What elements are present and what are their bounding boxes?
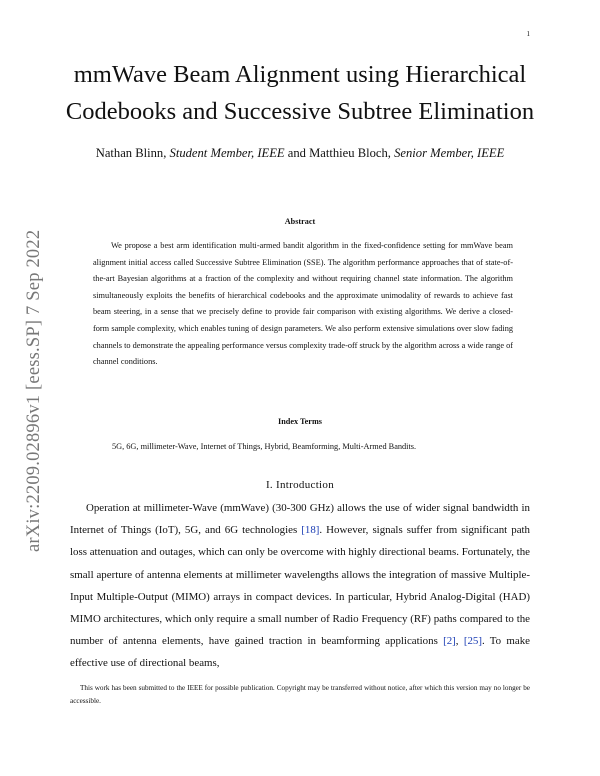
citation-separator: , — [455, 635, 464, 648]
intro-text-segment: Operation at millimeter-Wave (mmWave) (30-300 GHz) allows the use of wider signal bandwidth in Internet of Things (IoT), 5G, and 6G technologies — [70, 502, 530, 537]
abstract-text: We propose a best arm identification multi-armed bandit algorithm in the fixed-confidence setting for mmWave beam alignment initial access called Successive Subtree Elimination (SSE). The algorithm performance approaches that of state-of-the-art Bayesian algorithms at a fraction of the complexity and without requiring channel state information. The algorithm simultaneously exploits the benefits of hierarchical codebooks and the approximate unimodality of rewards to achieve fast beam steering, in a sense that we precisely define to provide fair comparison with existing algorithms. We derive a closed-form sample complexity, which enables tuning of design parameters. We also perform extensive simulations over slow fading channels to demonstrate the appealing performance versus complexity trade-off struck by the algorithm across a wide range of channel conditions. — [93, 241, 513, 367]
paper-title: mmWave Beam Alignment using Hierarchical Codebooks and Successive Subtree Elimination — [65, 61, 535, 125]
author-2-name: Matthieu Bloch, — [309, 146, 391, 160]
author-conjunction: and — [287, 146, 306, 160]
index-terms-heading: Index Terms — [278, 417, 322, 426]
citation-link[interactable]: [25] — [463, 635, 482, 648]
index-terms-text: 5G, 6G, millimeter-Wave, Internet of Things, Hybrid, Beamforming, Multi-Armed Bandits. — [112, 442, 417, 451]
introduction-paragraph — [70, 497, 530, 675]
citation-link[interactable]: [2] — [443, 635, 456, 648]
section-heading-introduction: I. Introduction — [265, 479, 335, 491]
intro-text-segment: . However, signals suffer from significant path loss attenuation and outages, which can only be overcome with highly directional beams. Fortunately, the small aperture of antenna elements at millimeter wavelengths allows the integration of massive Multiple-Input Multiple-Output (MIMO) arrays in compact devices. In particular, Hybrid Analog-Digital (HAD) MIMO architectures, which only require a small number of Radio Frequency (RF) paths compared to the number of antenna elements, have gained traction in beamforming applications — [70, 524, 530, 648]
page-number: 1 — [526, 30, 530, 38]
arxiv-identifier: arXiv:2209.02896v1 [eess.SP] 7 Sep 2022 — [24, 229, 44, 552]
footnote: This work has been submitted to the IEEE for possible publication. Copyright may be transferred without notice, after which this version may no longer be accessible. — [70, 684, 530, 706]
abstract-heading: Abstract — [284, 217, 316, 226]
author-2-role: Senior Member, IEEE — [394, 146, 505, 160]
author-1-role: Student Member, IEEE — [169, 146, 285, 160]
citation-link[interactable]: [18] — [301, 524, 320, 537]
author-1-name: Nathan Blinn, — [95, 146, 167, 160]
intro-text-segment: . To make effective use of directional beams, — [70, 635, 530, 670]
author-line — [60, 146, 540, 161]
